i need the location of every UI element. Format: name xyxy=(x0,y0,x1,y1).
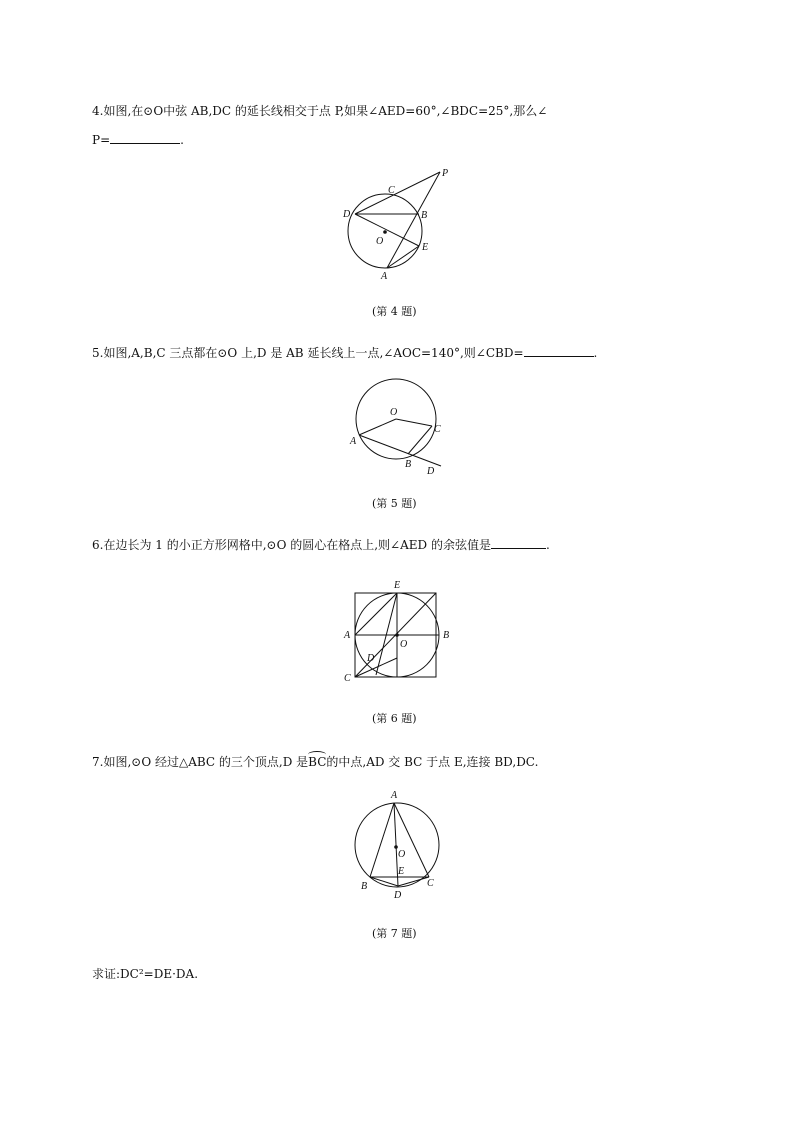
q6-label-b: B xyxy=(443,630,450,641)
q4-label-a: A xyxy=(381,271,388,282)
q4-chord-de xyxy=(355,214,419,246)
q6-label-e: E xyxy=(394,580,401,591)
q6-text-suffix: . xyxy=(545,538,550,552)
q4-chord-ae xyxy=(387,246,419,268)
q5-radius-oc xyxy=(396,419,432,426)
q5-chord-bc xyxy=(408,426,432,454)
q4-label-o: O xyxy=(376,236,384,247)
q6-chord-ae xyxy=(355,593,397,635)
q5-label-b: B xyxy=(405,459,412,470)
q4-label-b: B xyxy=(421,210,428,221)
q7-caption: (第 7 题) xyxy=(372,927,417,940)
q5-answer-blank xyxy=(524,356,594,357)
q6-caption: (第 6 题) xyxy=(372,712,417,725)
q5-figure xyxy=(345,375,450,480)
q5-label-d: D xyxy=(427,466,435,477)
q5-label-c: C xyxy=(434,424,441,435)
q6-center-dot xyxy=(395,633,399,637)
q7-figure xyxy=(350,785,450,905)
q7-chord-dc xyxy=(398,877,429,886)
q4-label-d: D xyxy=(343,209,351,220)
q5-label-a: A xyxy=(350,436,357,447)
q5-radius-oa xyxy=(359,419,396,435)
q4-line-dp xyxy=(355,172,440,214)
q4-figure xyxy=(335,162,465,287)
q4-label-p: P xyxy=(442,168,449,179)
q5-text-suffix: . xyxy=(593,346,598,360)
q7-arc-bc: BC xyxy=(308,755,327,769)
q7-text xyxy=(92,754,538,770)
q4-label-e: E xyxy=(422,242,429,253)
q4-line2-suffix: . xyxy=(180,133,184,147)
q6-text-body: 6.在边长为 1 的小正方形网格中,⊙O 的圆心在格点上,则∠AED 的余弦值是 xyxy=(92,538,491,552)
q5-text-body: 5.如图,A,B,C 三点都在⊙O 上,D 是 AB 延长线上一点,∠AOC=140°,则∠CBD= xyxy=(92,346,524,360)
q6-figure xyxy=(340,575,460,685)
q7-text-before: 7.如图,⊙O 经过△ABC 的三个顶点,D 是 xyxy=(92,755,309,769)
q7-label-o: O xyxy=(398,849,406,860)
q4-center-dot xyxy=(383,230,387,234)
q6-label-c: C xyxy=(344,673,351,684)
q6-label-d: D xyxy=(367,653,375,664)
q4-text-line2 xyxy=(92,132,184,148)
q4-line2-prefix: P= xyxy=(92,133,111,147)
q7-label-b: B xyxy=(361,881,368,892)
q6-label-o: O xyxy=(400,639,408,650)
q7-label-d: D xyxy=(394,890,402,901)
q7-label-c: C xyxy=(427,878,434,889)
q4-line-ap xyxy=(387,172,440,268)
q7-label-e: E xyxy=(398,866,405,877)
q6-text xyxy=(92,537,550,553)
q4-text-line1: 4.如图,在⊙O中弦 AB,DC 的延长线相交于点 P,如果∠AED=60°,∠BDC=25°,那么∠ xyxy=(92,104,548,118)
q5-caption: (第 5 题) xyxy=(372,497,417,510)
q4-answer-blank xyxy=(110,143,180,144)
q6-answer-blank xyxy=(491,548,546,549)
q5-text xyxy=(92,345,597,361)
q7-proof-statement: 求证:DC²=DE·DA. xyxy=(92,967,199,981)
q7-side-ab xyxy=(370,803,394,877)
q7-text-after: 的中点,AD 交 BC 于点 E,连接 BD,DC. xyxy=(326,755,539,769)
q7-label-a: A xyxy=(391,790,398,801)
q4-caption: (第 4 题) xyxy=(372,305,417,318)
q5-label-o: O xyxy=(390,407,398,418)
q4-label-c: C xyxy=(388,185,395,196)
q6-label-a: A xyxy=(344,630,351,641)
